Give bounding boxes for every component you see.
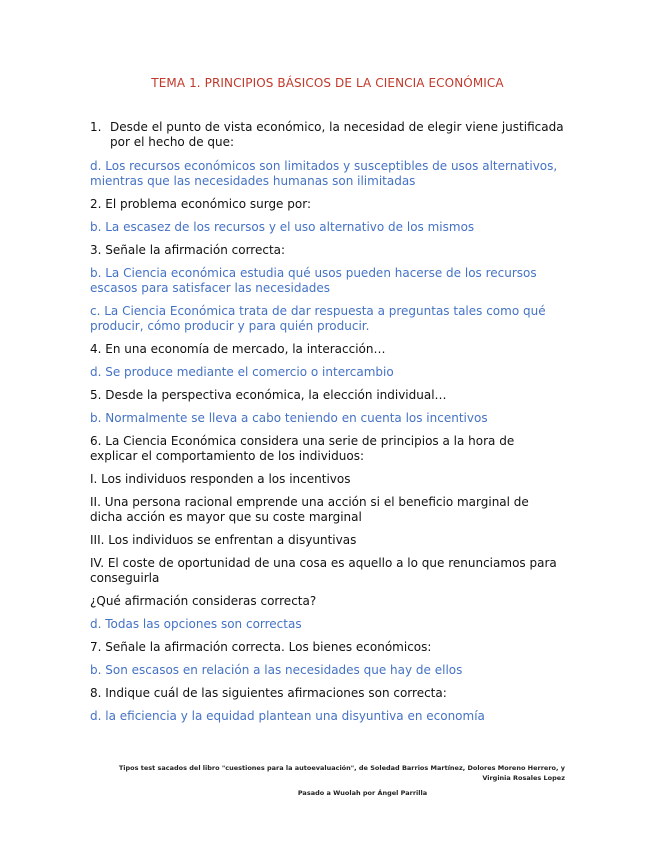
answer-8: d. la eficiencia y la equidad plantean una disyuntiva en economía	[90, 709, 485, 723]
document-title: TEMA 1. PRINCIPIOS BÁSICOS DE LA CIENCIA ECONÓMICA	[151, 76, 504, 90]
answer-4: d. Se produce mediante el comercio o intercambio	[90, 365, 394, 379]
principle-4: IV. El coste de oportunidad de una cosa es aquello a lo que renunciamos para conseguirla	[90, 556, 557, 585]
answer-3c: c. La Ciencia Económica trata de dar respuesta a preguntas tales como qué producir, cómo producir y para quién producir.	[90, 304, 546, 333]
answer-3b: b. La Ciencia económica estudia qué usos pueden hacerse de los recursos escasos para satisfacer las necesidades	[90, 266, 537, 295]
question-5: 5. Desde la perspectiva económica, la elección individual…	[90, 388, 447, 402]
question-number: 1.	[90, 120, 102, 134]
source-note: Tipos test sacados del libro "cuestiones para la autoevaluación", de Soledad Barrios Martínez, Dolores Moreno Herrero, y Virginia Rosales Lopez	[118, 764, 565, 782]
question-1	[90, 120, 565, 150]
question-6-prompt: ¿Qué afirmación consideras correcta?	[90, 594, 317, 608]
principle-3: III. Los individuos se enfrentan a disyuntivas	[90, 533, 357, 547]
question-8: 8. Indique cuál de las siguientes afirmaciones son correcta:	[90, 686, 447, 700]
question-2: 2. El problema económico surge por:	[90, 197, 311, 211]
principle-1: I. Los individuos responden a los incentivos	[90, 472, 351, 486]
question-6: 6. La Ciencia Económica considera una serie de principios a la hora de explicar el comportamiento de los individuos:	[90, 434, 515, 463]
principle-2: II. Una persona racional emprende una acción si el beneficio marginal de dicha acción es mayor que su coste marginal	[90, 495, 529, 524]
answer-2: b. La escasez de los recursos y el uso alternativo de los mismos	[90, 220, 475, 234]
answer-5: b. Normalmente se lleva a cabo teniendo en cuenta los incentivos	[90, 411, 488, 425]
question-list	[90, 120, 565, 732]
answer-7: b. Son escasos en relación a las necesidades que hay de ellos	[90, 663, 463, 677]
question-4: 4. En una economía de mercado, la interacción…	[90, 342, 386, 356]
credit-note: Pasado a Wuolah por Ángel Parrilla	[297, 789, 428, 797]
question-3: 3. Señale la afirmación correcta:	[90, 243, 286, 257]
answer-1: d. Los recursos económicos son limitados y susceptibles de usos alternativos, mientras que las necesidades humanas son ilimitadas	[90, 159, 558, 188]
question-text: Desde el punto de vista económico, la necesidad de elegir viene justificada por el hecho de que:	[110, 120, 564, 149]
answer-6: d. Todas las opciones son correctas	[90, 617, 302, 631]
question-7: 7. Señale la afirmación correcta. Los bienes económicos:	[90, 640, 432, 654]
